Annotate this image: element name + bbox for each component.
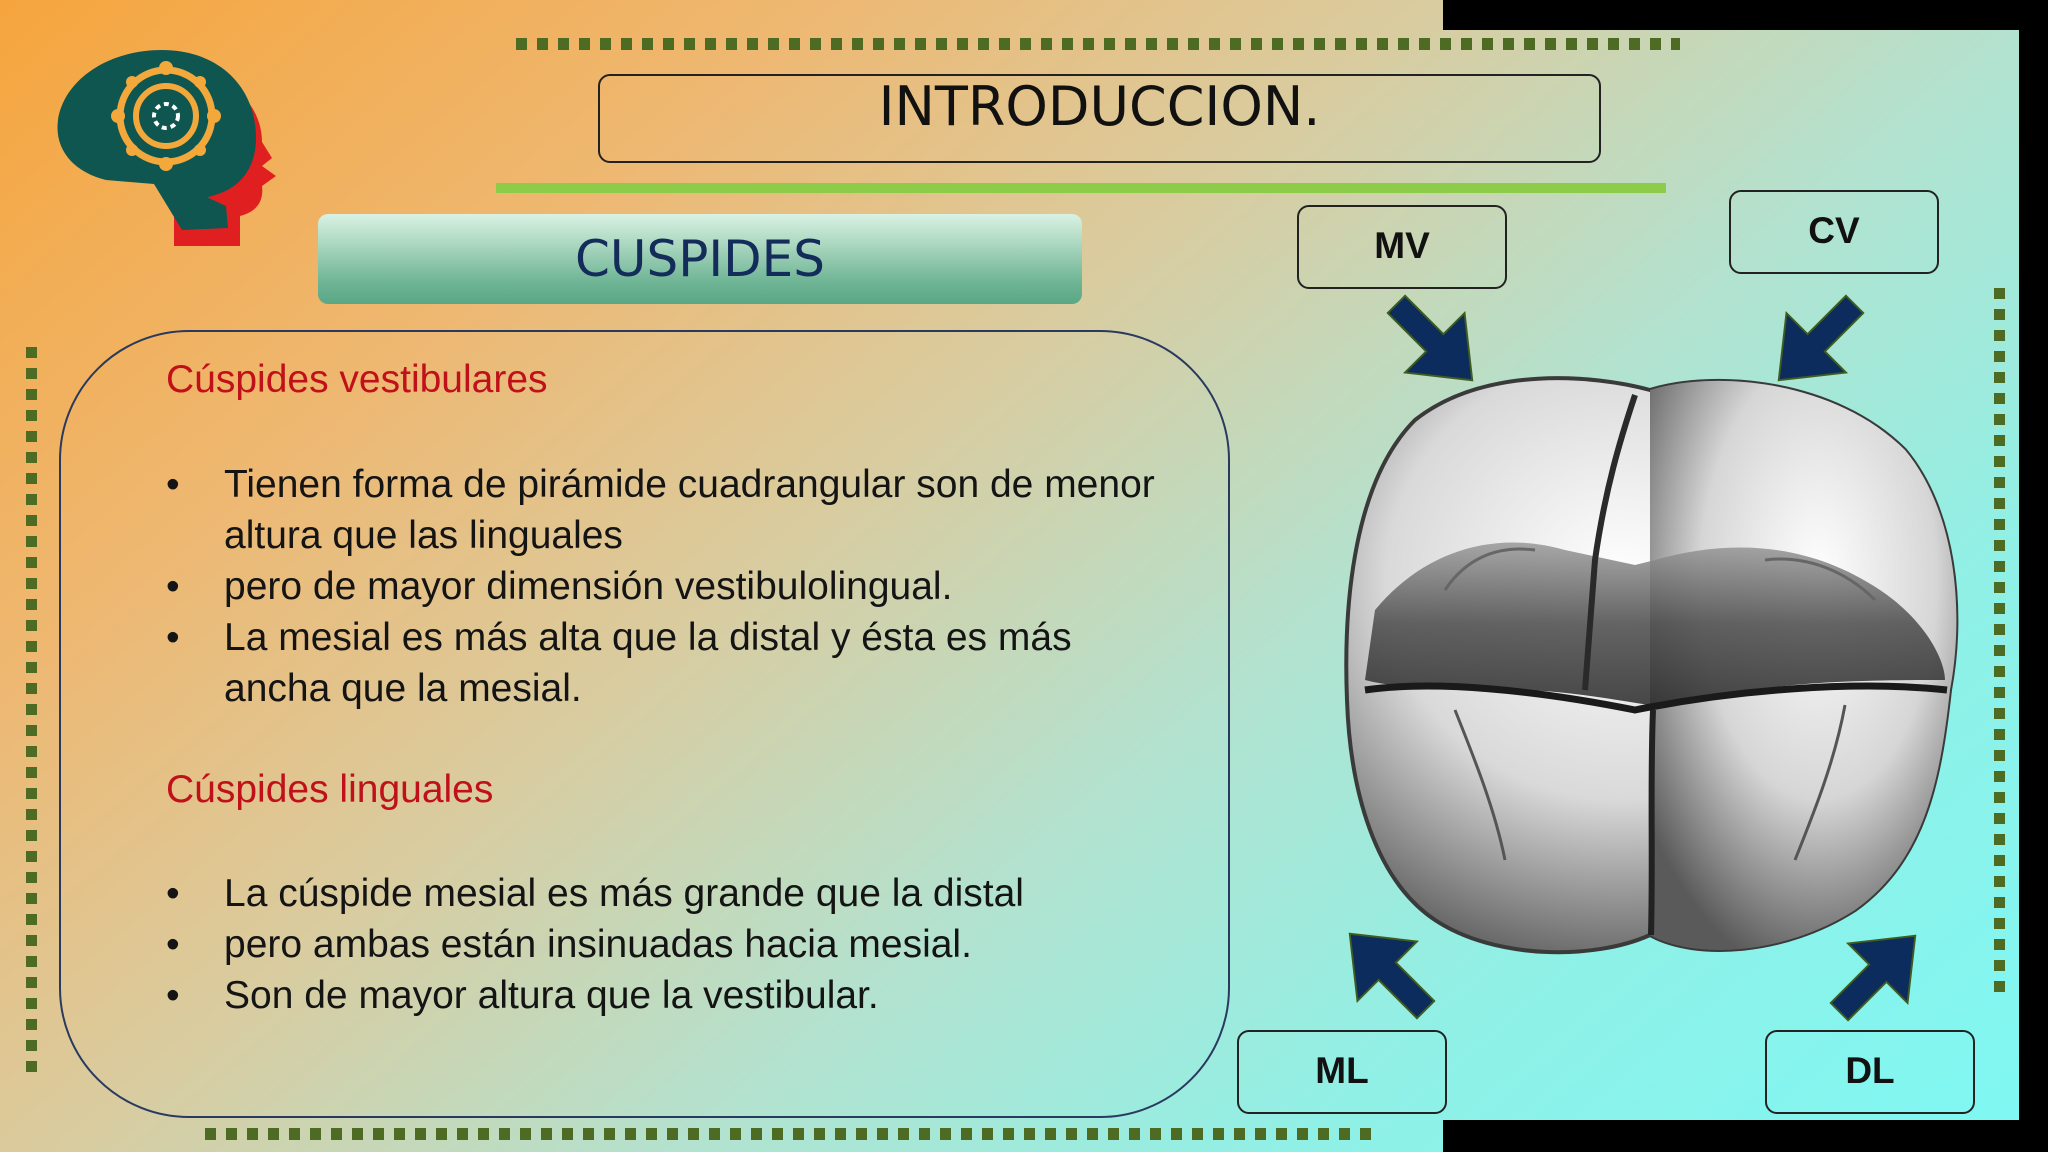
black-frame-top — [1443, 0, 2048, 30]
section-title: CUSPIDES — [575, 230, 825, 288]
section-title-bar — [318, 214, 1082, 304]
linguales-list — [166, 868, 1176, 1021]
black-frame-bottom — [1443, 1120, 2048, 1152]
list-item: • Son de mayor altura que la vestibular. — [166, 970, 1176, 1021]
title-box — [598, 74, 1601, 163]
list-item: • pero de mayor dimensión vestibulolingual. — [166, 561, 1176, 612]
list-item: • La mesial es más alta que la distal y ésta es más ancha que la mesial. — [166, 612, 1176, 714]
dotted-border-bottom — [205, 1128, 1375, 1140]
page-title: INTRODUCCION. — [878, 75, 1321, 138]
black-frame-right — [2019, 0, 2048, 1152]
dotted-border-left — [26, 347, 37, 1075]
linguales-heading: Cúspides linguales — [166, 768, 494, 811]
label-ml: ML — [1237, 1030, 1447, 1114]
green-divider — [496, 183, 1666, 193]
list-item: • La cúspide mesial es más grande que la distal — [166, 868, 1176, 919]
vestibulares-list — [166, 459, 1176, 714]
vestibulares-heading: Cúspides vestibulares — [166, 358, 548, 401]
label-cv: CV — [1729, 190, 1939, 274]
list-item: • pero ambas están insinuadas hacia mesial. — [166, 919, 1176, 970]
list-item: • Tienen forma de pirámide cuadrangular son de menor altura que las linguales — [166, 459, 1176, 561]
head-with-gear-logo-icon — [50, 46, 300, 256]
molar-tooth-illustration — [1335, 360, 1965, 960]
label-dl: DL — [1765, 1030, 1975, 1114]
dotted-border-right — [1994, 288, 2005, 994]
label-mv: MV — [1297, 205, 1507, 289]
dotted-border-top — [516, 38, 1680, 50]
